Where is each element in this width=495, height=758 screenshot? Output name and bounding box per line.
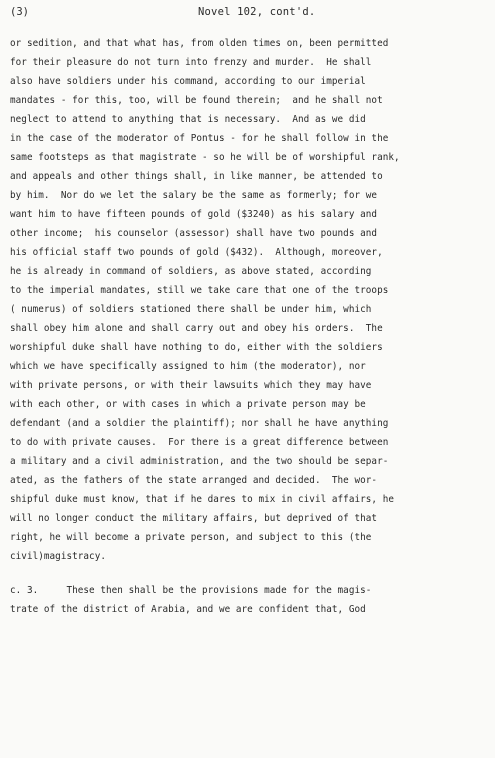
text-line: civil)magistracy. [10,551,107,562]
text-line: which we have specifically assigned to him (the moderator), nor [10,361,366,372]
page-number: (3) [10,6,29,18]
document-body [10,34,490,619]
text-line: to do with private causes. For there is a great difference between [10,437,389,448]
running-title: Novel 102, cont'd. [198,6,316,18]
text-line: shall obey him alone and shall carry out and obey his orders. The [10,323,383,334]
text-line: ated, as the fathers of the state arranged and decided. The wor- [10,475,378,486]
text-line: shipful duke must know, that if he dares to mix in civil affairs, he [10,494,395,505]
text-line: a military and a civil administration, and the two should be separ- [10,456,389,467]
text-line: for their pleasure do not turn into frenzy and murder. He shall [10,57,372,68]
text-line: also have soldiers under his command, according to our imperial [10,76,366,87]
text-line: ( numerus) of soldiers stationed there shall be under him, which [10,304,372,315]
text-line: same footsteps as that magistrate - so he will be of worshipful rank, [10,152,400,163]
text-line: want him to have fifteen pounds of gold ($3240) as his salary and [10,209,378,220]
page-header [10,6,485,24]
text-line: by him. Nor do we let the salary be the same as formerly; for we [10,190,378,201]
text-line: to the imperial mandates, still we take care that one of the troops [10,285,389,296]
text-line: defendant (and a soldier the plaintiff); nor shall he have anything [10,418,389,429]
text-line: mandates - for this, too, will be found therein; and he shall not [10,95,383,106]
text-line: with each other, or with cases in which a private person may be [10,399,366,410]
text-line: or sedition, and that what has, from olden times on, been permitted [10,38,389,49]
text-line: worshipful duke shall have nothing to do, either with the soldiers [10,342,383,353]
text-line: will no longer conduct the military affairs, but deprived of that [10,513,378,524]
text-line: right, he will become a private person, and subject to this (the [10,532,372,543]
section-paragraph [10,581,490,619]
text-line: trate of the district of Arabia, and we are confident that, God [10,604,366,615]
text-line: neglect to attend to anything that is necessary. And as we did [10,114,366,125]
text-line: in the case of the moderator of Pontus - for he shall follow in the [10,133,389,144]
text-line: his official staff two pounds of gold ($432). Although, moreover, [10,247,383,258]
text-line: other income; his counselor (assessor) shall have two pounds and [10,228,378,239]
text-line: c. 3. These then shall be the provisions made for the magis- [10,585,372,596]
text-line: and appeals and other things shall, in like manner, be attended to [10,171,383,182]
paragraph-gap [10,566,490,581]
main-paragraph [10,34,490,566]
text-line: with private persons, or with their lawsuits which they may have [10,380,372,391]
text-line: he is already in command of soldiers, as above stated, according [10,266,372,277]
